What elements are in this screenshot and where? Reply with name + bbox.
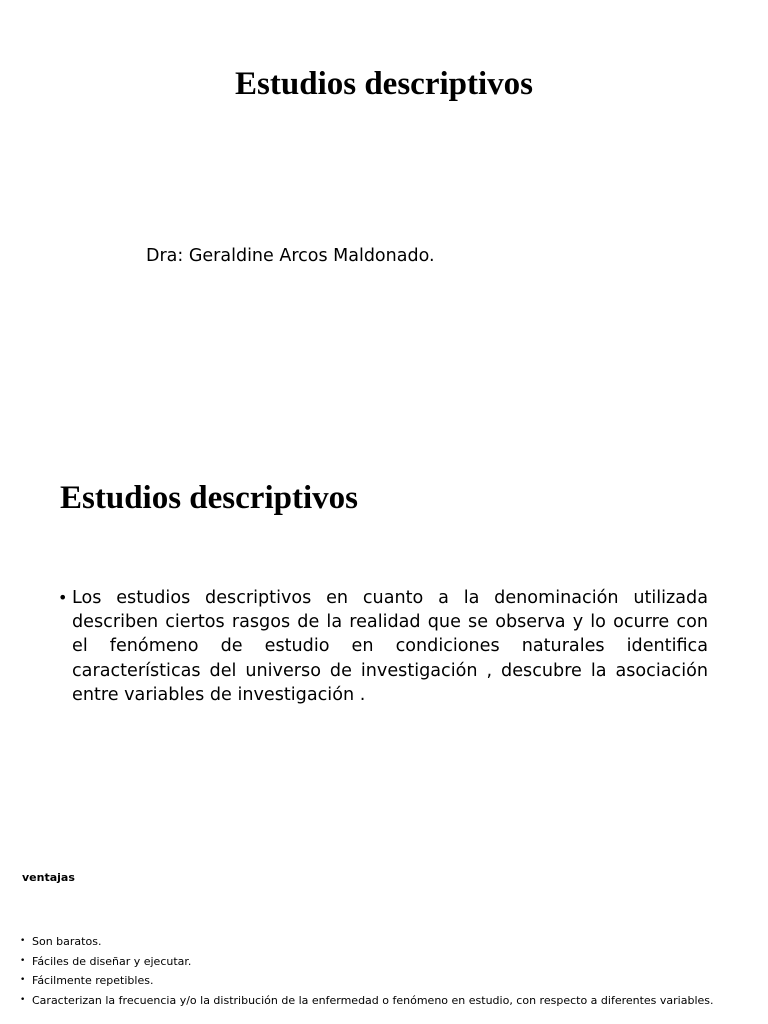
slide-advantages bbox=[0, 858, 768, 1024]
author-subtitle: Dra: Geraldine Arcos Maldonado. bbox=[146, 246, 435, 266]
bullet-icon: • bbox=[20, 955, 26, 966]
definition-bullet-text: Los estudios descriptivos en cuanto a la denominación utilizada describen ciertos rasgos de la realidad que se observa y lo ocurre con el fenómeno de estudio en condiciones naturales identifica características del universo de investigación , descubre la asociación entre variables de investigación . bbox=[72, 588, 708, 705]
bullet-icon: • bbox=[20, 975, 26, 985]
advantages-heading: ventajas bbox=[22, 871, 75, 884]
advantage-text: Caracterizan la frecuencia y/o la distribución de la enfermedad o fenómeno en estudio, con respecto a diferentes variables. bbox=[32, 993, 714, 1007]
slide-definition-heading: Estudios descriptivos bbox=[60, 480, 358, 516]
list-item bbox=[20, 935, 720, 948]
list-item bbox=[20, 955, 720, 968]
slide-definition bbox=[0, 448, 768, 858]
list-item bbox=[20, 994, 720, 1007]
advantage-text: Fácilmente repetibles. bbox=[32, 974, 154, 987]
list-item bbox=[20, 974, 720, 987]
slide-title bbox=[0, 0, 768, 448]
advantages-list bbox=[20, 935, 720, 1013]
advantage-text: Son baratos. bbox=[32, 935, 102, 948]
advantage-text: Fáciles de diseñar y ejecutar. bbox=[32, 954, 192, 968]
definition-bullet bbox=[58, 586, 708, 707]
bullet-icon: • bbox=[20, 936, 26, 946]
slide-title-heading: Estudios descriptivos bbox=[235, 66, 533, 102]
bullet-icon: • bbox=[20, 994, 26, 1005]
definition-body bbox=[58, 586, 708, 707]
bullet-icon: • bbox=[58, 588, 68, 607]
